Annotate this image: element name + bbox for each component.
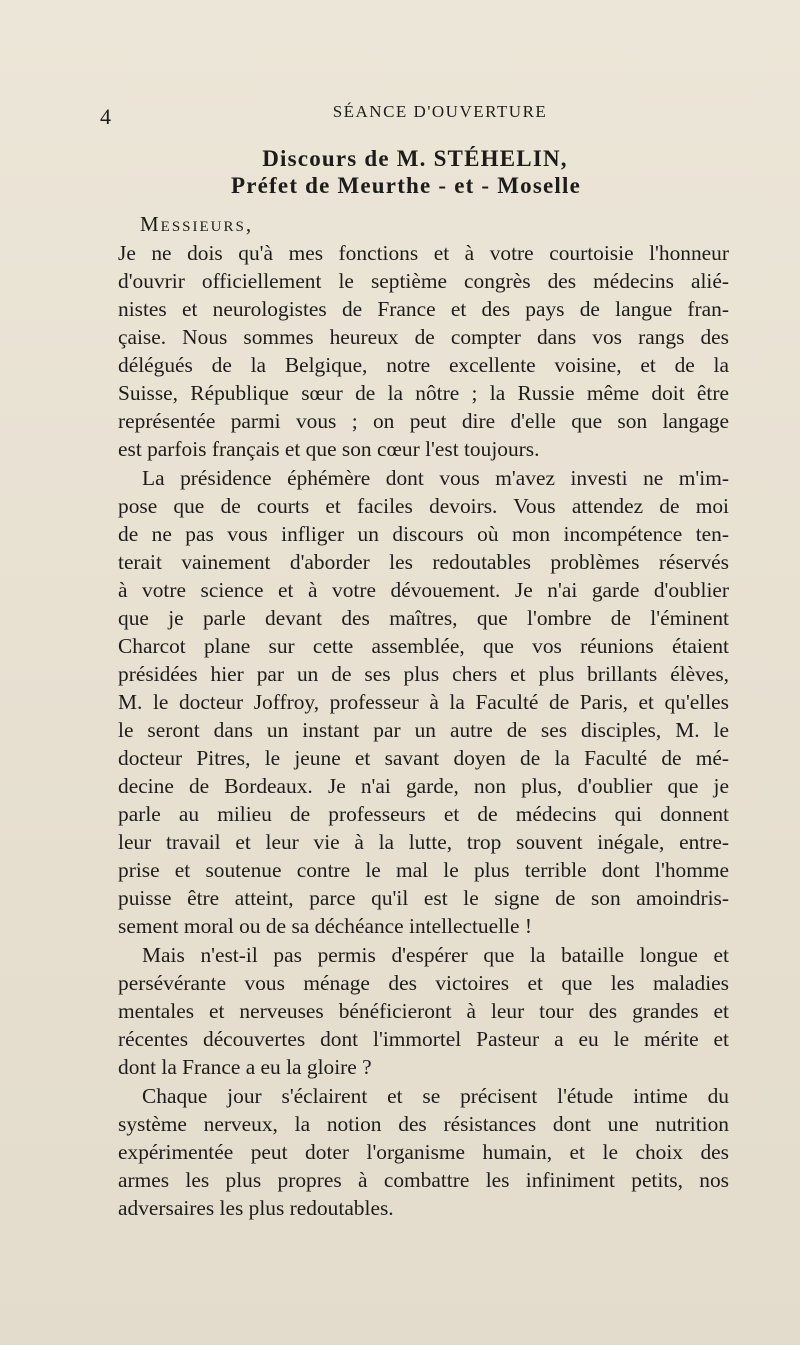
text-line: délégués de la Belgique, notre excellente voisine, et de la	[118, 353, 729, 377]
text-line: decine de Bordeaux. Je n'ai garde, non plus, d'oublier que je	[118, 774, 729, 798]
text-line: que je parle devant des maîtres, que l'ombre de l'éminent	[118, 606, 729, 630]
text-line: puisse être atteint, parce qu'il est le signe de son amoindris-	[118, 886, 729, 910]
text-line: persévérante vous ménage des victoires et que les maladies	[118, 971, 729, 995]
text-line: mentales et nerveuses bénéficieront à leur tour des grandes et	[118, 999, 729, 1023]
paragraph-start-line: Mais n'est-il pas permis d'espérer que la bataille longue et	[142, 943, 729, 967]
text-line: expérimentée peut doter l'organisme humain, et le choix des	[118, 1140, 729, 1164]
text-line: çaise. Nous sommes heureux de compter dans vos rangs des	[118, 325, 729, 349]
text-line: de ne pas vous infliger un discours où mon incompétence ten-	[118, 522, 729, 546]
paragraph-start-line: La présidence éphémère dont vous m'avez investi ne m'im-	[142, 466, 729, 490]
text-line: dont la France a eu la gloire ?	[118, 1055, 372, 1079]
paragraph-start-line: Chaque jour s'éclairent et se précisent l'étude intime du	[142, 1084, 729, 1108]
text-line: adversaires les plus redoutables.	[118, 1196, 394, 1220]
text-line: présidées hier par un de ses plus chers et plus brillants élèves,	[118, 662, 729, 686]
text-line: terait vainement d'aborder les redoutables problèmes réservés	[118, 550, 729, 574]
running-head	[100, 102, 720, 132]
text-line: leur travail et leur vie à la lutte, trop souvent inégale, entre-	[118, 830, 729, 854]
text-line: parle au milieu de professeurs et de médecins qui donnent	[118, 802, 729, 826]
text-line: système nerveux, la notion des résistances dont une nutrition	[118, 1112, 729, 1136]
text-line: représentée parmi vous ; on peut dire d'elle que son langage	[118, 409, 729, 433]
page-number: 4	[100, 104, 112, 129]
speaker-title: Préfet de Meurthe - et - Moselle	[230, 173, 581, 198]
text-line: récentes découvertes dont l'immortel Pasteur a eu le mérite et	[118, 1027, 729, 1051]
text-line: Je ne dois qu'à mes fonctions et à votre courtoisie l'honneur	[118, 241, 729, 265]
text-line: d'ouvrir officiellement le septième congrès des médecins alié-	[118, 269, 729, 293]
text-line: docteur Pitres, le jeune et savant doyen de la Faculté de mé-	[118, 746, 729, 770]
text-line: armes les plus propres à combattre les infiniment petits, nos	[118, 1168, 729, 1192]
text-line: est parfois français et que son cœur l'est toujours.	[118, 437, 540, 461]
text-line: Suisse, République sœur de la nôtre ; la Russie même doit être	[118, 381, 729, 405]
text-line: M. le docteur Joffroy, professeur à la Faculté de Paris, et qu'elles	[118, 690, 729, 714]
text-line: pose que de courts et faciles devoirs. Vous attendez de moi	[118, 494, 729, 518]
text-line: le seront dans un instant par un autre de ses disciples, M. le	[118, 718, 729, 742]
salutation: Messieurs,	[140, 212, 254, 236]
text-line: prise et soutenue contre le mal le plus terrible dont l'homme	[118, 858, 729, 882]
text-line: Charcot plane sur cette assemblée, que vos réunions étaient	[118, 634, 729, 658]
running-title: SÉANCE D'OUVERTURE	[332, 102, 548, 121]
speech-heading: Discours de M. STÉHELIN,	[262, 146, 568, 171]
text-line: sement moral ou de sa déchéance intellectuelle !	[118, 914, 532, 938]
text-line: nistes et neurologistes de France et des pays de langue fran-	[118, 297, 729, 321]
text-line: à votre science et à votre dévouement. Je n'ai garde d'oublier	[118, 578, 729, 602]
